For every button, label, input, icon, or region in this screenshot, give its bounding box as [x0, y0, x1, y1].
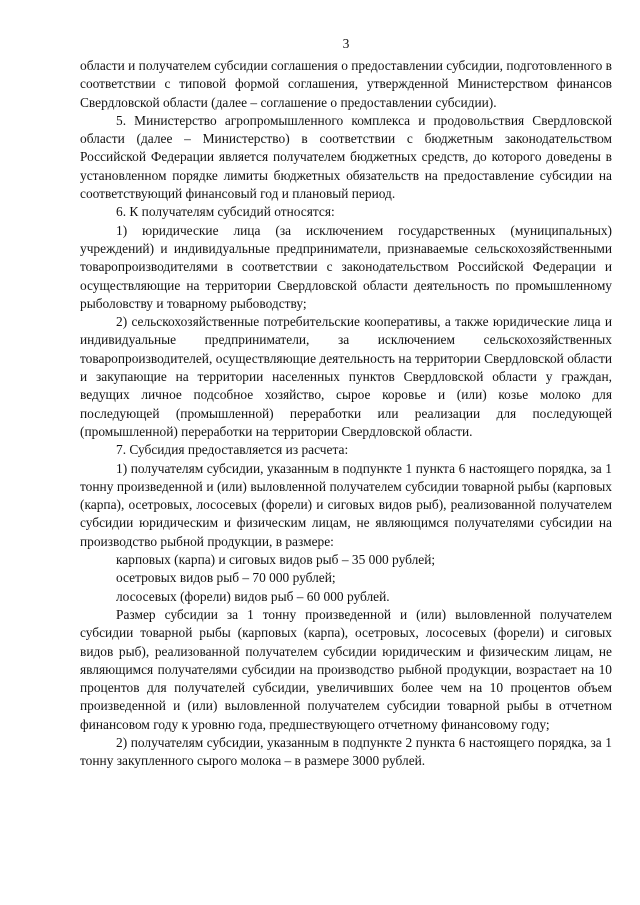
paragraph-item-6-2: 2) сельскохозяйственные потребительские кооперативы, а также юридические лица и индивидуальные предприниматели, за исключением сельскохозяйственных товаропроизводителей, осуществляющие деятельность на территории Свердловской области и закупающие на территории населенных пунктов Свердловской области у граждан, ведущих личное подсобное хозяйство, сырое коровье и (или) козье молоко для последующей (промышленной) переработки или реализации для последующей (промышленной) переработки на территории Свердловской области. [80, 314, 612, 439]
rate-sturgeon: осетровых видов рыб – 70 000 рублей; [116, 570, 336, 586]
paragraph-item-7-2: 2) получателям субсидии, указанным в подпункте 2 пункта 6 настоящего порядка, за 1 тонну закупленного сырого молока – в размере 3000 рублей. [80, 734, 612, 769]
document-page [80, 37, 612, 897]
rate-carp-whitefish: карповых (карпа) и сиговых видов рыб – 35 000 рублей; [116, 552, 436, 568]
paragraph-agreement-end: области и получателем субсидии соглашения о предоставлении субсидии, подготовленного в соответствии с типовой формой соглашения, утвержденной Министерством финансов Свердловской области (далее – соглашение о предоставлении субсидии). [80, 58, 612, 110]
rate-salmon: лососевых (форели) видов рыб – 60 000 рублей. [116, 588, 390, 604]
paragraph-subsidy-increase: Размер субсидии за 1 тонну произведенной и (или) выловленной получателем субсидии товарной рыбы (карповых (карпа), осетровых, лососевых (форели) и сиговых видов рыб), реализованной получателем субсидии юридическим и физическим лицам, не являющимся получателями субсидии на производство рыбной продукции, возрастает на 10 процентов для получателей субсидии, увеличивших более чем на 10 процентов объем произведенной и (или) выловленной получателем субсидии товарной рыбы в отчетном финансовом году к уровню года, предшествующего отчетному финансовому году; [80, 606, 612, 732]
paragraph-item-7-1: 1) получателям субсидии, указанным в подпункте 1 пункта 6 настоящего порядка, за 1 тонну произведенной и (или) выловленной получателем субсидии товарной рыбы (карповых (карпа), осетровых, лососевых (форели) и сиговых видов рыб), реализованной получателем субсидии юридическим и физическим лицам, не являющимся получателями субсидии на производство рыбной продукции, в размере: [80, 460, 612, 549]
paragraph-item-7: 7. Субсидия предоставляется из расчета: [116, 442, 349, 458]
paragraph-item-6-1: 1) юридические лица (за исключением государственных (муниципальных) учреждений) и индивидуальные предприниматели, признаваемые сельскохозяйственными товаропроизводителями в соответствии с законодательством Российской Федерации и осуществляющие на территории Свердловской области деятельность по промышленному рыболовству и товарному рыбоводству; [80, 222, 612, 311]
page-number: 3 [342, 37, 350, 51]
paragraph-item-6: 6. К получателям субсидий относятся: [116, 204, 335, 220]
paragraph-item-5: 5. Министерство агропромышленного комплекса и продовольствия Свердловской области (далее – Министерство) в соответствии с бюджетным законодательством Российской Федерации является получателем бюджетных средств, до которого доведены в установленном порядке лимиты бюджетных обязательств на предоставление субсидии на соответствующий финансовый год и плановый период. [80, 112, 612, 202]
